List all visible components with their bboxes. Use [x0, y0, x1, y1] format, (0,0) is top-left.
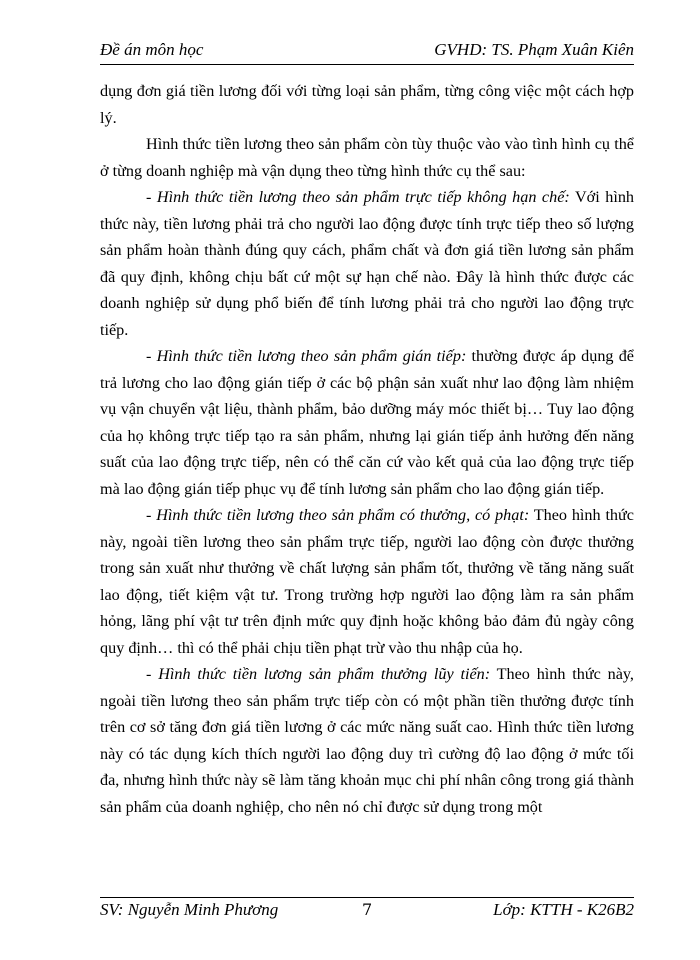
course-title: Đề án môn học: [100, 40, 204, 59]
page-header: [100, 40, 634, 65]
paragraph-text: dụng đơn giá tiền lương đối với từng loại sản phẩm, từng công việc một cách hợp lý.: [100, 82, 634, 127]
student-name: SV: Nguyễn Minh Phương: [100, 900, 279, 919]
paragraph-lead: - Hình thức tiền lương theo sản phẩm có thưởng, có phạt:: [146, 506, 530, 524]
paragraph-lead: - Hình thức tiền lương theo sản phẩm trực tiếp không hạn chế:: [146, 188, 570, 206]
paragraph-lead: - Hình thức tiền lương sản phẩm thưởng lũy tiến:: [146, 665, 491, 683]
paragraph-lead: - Hình thức tiền lương theo sản phẩm gián tiếp:: [146, 347, 467, 365]
document-body: [100, 78, 634, 820]
paragraph-text: Theo hình thức này, ngoài tiền lương theo sản phẩm trực tiếp, người lao động còn được thưởng trong sản xuất như thưởng về chất lượng sản phẩm tốt, thưởng về tăng năng suất lao động, tiết kiệm vật tư. Trong trường hợp người lao động làm ra sản phẩm hỏng, lãng phí vật tư trên định mức quy định hoặc không bảo đảm đủ ngày công quy định… thì có thể phải chịu tiền phạt trừ vào thu nhập của họ.: [100, 506, 634, 657]
paragraph-text: Với hình thức này, tiền lương phải trả cho người lao động được tính trực tiếp theo số lượng sản phẩm hoàn thành đúng quy cách, phẩm chất và đơn giá tiền lương sản phẩm đã quy định, không chịu bất cứ một sự hạn chế nào. Đây là hình thức được các doanh nghiệp sử dụng phổ biến để tính lương phải trả cho người lao động trực tiếp.: [100, 188, 635, 339]
paragraph: [100, 343, 634, 502]
paragraph: [100, 131, 634, 184]
paragraph: [100, 184, 634, 343]
paragraph: [100, 502, 634, 661]
class-code: Lớp: KTTH - K26B2: [493, 900, 634, 919]
paragraph: [100, 661, 634, 820]
page-footer: [100, 897, 634, 926]
paragraph-text: Hình thức tiền lương theo sản phẩm còn tùy thuộc vào vào tình hình cụ thể ở từng doanh nghiệp mà vận dụng theo từng hình thức cụ thể sau:: [100, 135, 634, 180]
paragraph-text: Theo hình thức này, ngoài tiền lương theo sản phẩm trực tiếp còn có một phần tiền thưởng được tính trên cơ sở tăng đơn giá tiền lương ở các mức năng suất cao. Hình thức tiền lương này có tác dụng kích thích người lao động duy trì cường độ lao động ở mức tối đa, nhưng hình thức này sẽ làm tăng khoản mục chi phí nhân công trong giá thành sản phẩm của doanh nghiệp, cho nên nó chỉ được sử dụng trong một: [100, 665, 634, 816]
page-number: 7: [362, 900, 373, 919]
paragraph: [100, 78, 634, 131]
paragraph-text: thường được áp dụng để trả lương cho lao động gián tiếp ở các bộ phận sản xuất như lao động làm nhiệm vụ vận chuyển vật liệu, thành phẩm, bảo dưỡng máy móc thiết bị… Tuy lao động của họ không trực tiếp tạo ra sản phẩm, nhưng lại gián tiếp ảnh hưởng đến năng suất của lao động trực tiếp, nên có thể căn cứ vào kết quả của lao động trực tiếp mà lao động gián tiếp phục vụ để tính lương sản phẩm cho lao động gián tiếp.: [100, 347, 634, 498]
supervisor: GVHD: TS. Phạm Xuân Kiên: [434, 40, 634, 59]
